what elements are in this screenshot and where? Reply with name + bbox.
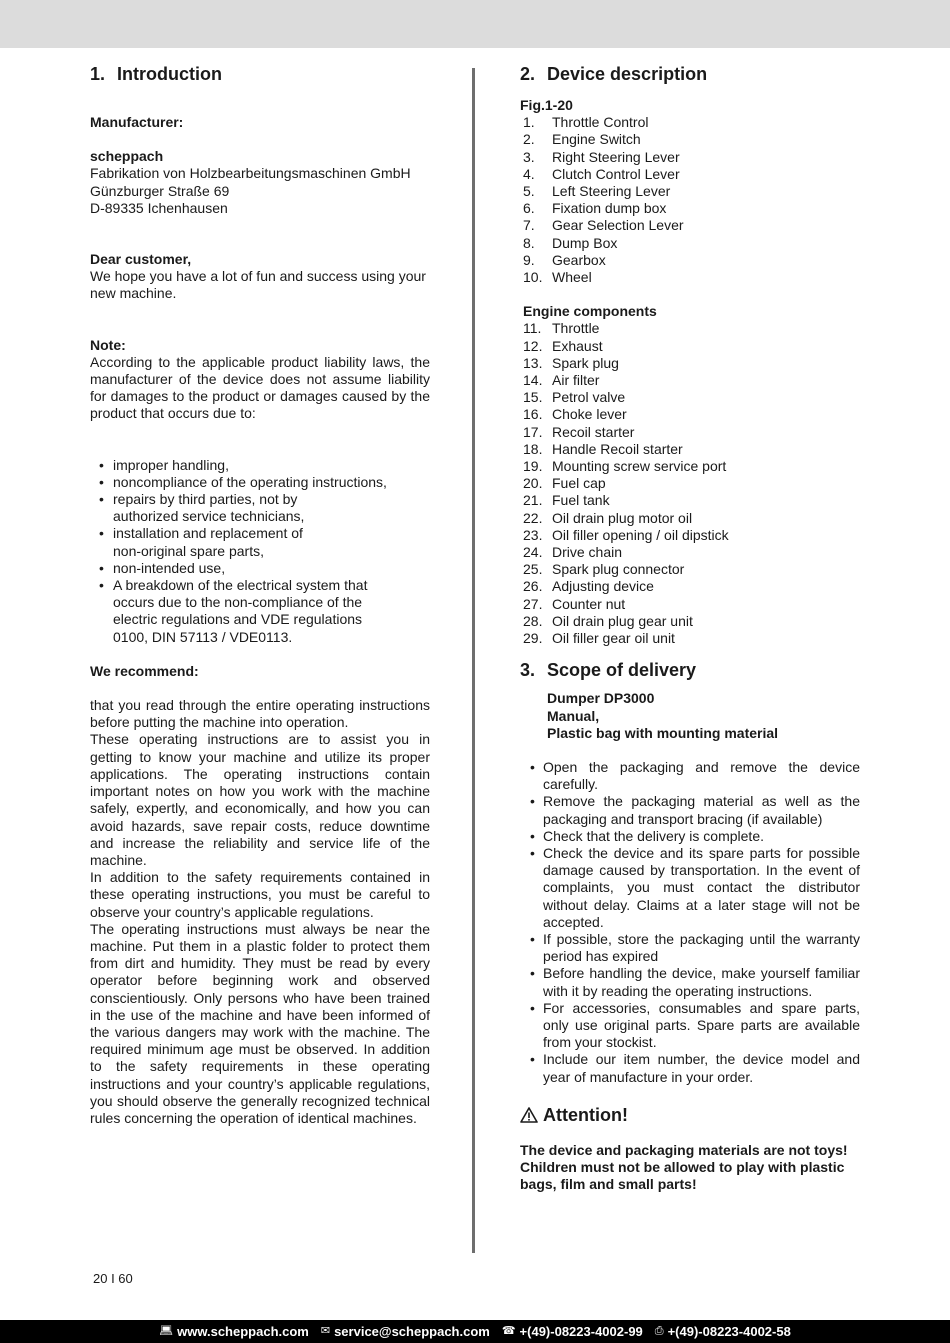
- item-label: Dump Box: [552, 234, 618, 251]
- item-label: Engine Switch: [552, 131, 641, 148]
- attention-heading: Attention!: [520, 1104, 860, 1126]
- list-item: • If possible, store the packaging until the warranty period has expired: [520, 931, 860, 965]
- footer-bar: [0, 1320, 950, 1343]
- computer-icon: 💻︎: [159, 1324, 174, 1337]
- figure-label: Fig.1-20: [520, 97, 573, 113]
- footer-fax: ⎙ +(49)-08223-4002-58: [654, 1323, 791, 1339]
- item-label: Left Steering Lever: [552, 183, 671, 200]
- item-label: Throttle Control: [552, 114, 649, 131]
- item-number: 21.: [523, 492, 543, 509]
- list-item: • Include our item number, the device model and year of manufacture in your order.: [520, 1051, 860, 1085]
- list-item: • noncompliance of the operating instructions,: [90, 474, 390, 491]
- item-number: 27.: [523, 595, 543, 612]
- list-item: • For accessories, consumables and spare parts, only use original parts. Spare parts are available from your stockist.: [520, 1000, 860, 1052]
- item-number: 28.: [523, 612, 543, 629]
- item-label: Right Steering Lever: [552, 148, 680, 165]
- right-column: [520, 63, 860, 1193]
- list-item: [520, 166, 860, 183]
- delivery-item: Manual,: [547, 707, 600, 724]
- footer-phone: ☎ +(49)-08223-4002-99: [501, 1323, 643, 1339]
- item-number: 3.: [523, 148, 535, 165]
- item-label: Handle Recoil starter: [552, 440, 683, 457]
- list-item: [520, 561, 860, 578]
- address-line: Fabrikation von Holzbearbeitungsmaschinen GmbH: [90, 165, 411, 182]
- list-item: [520, 544, 860, 561]
- mail-icon: ✉: [320, 1324, 331, 1337]
- list-item: [520, 252, 860, 269]
- attention-text: The device and packaging materials are not toys! Children must not be allowed to play with plastic bags, film and small parts!: [520, 1141, 848, 1193]
- column-divider: [472, 68, 475, 1253]
- item-number: 16.: [523, 406, 543, 423]
- item-number: 24.: [523, 544, 543, 561]
- item-number: 29.: [523, 630, 543, 647]
- warning-icon: [520, 1107, 538, 1123]
- list-item: [520, 183, 860, 200]
- item-number: 2.: [523, 131, 535, 148]
- item-number: 26.: [523, 578, 543, 595]
- delivery-item: Plastic bag with mounting material: [547, 724, 779, 741]
- list-item: • Open the packaging and remove the device carefully.: [520, 759, 860, 793]
- list-item: [520, 441, 860, 458]
- list-item: [520, 596, 860, 613]
- recommend-paragraph: The operating instructions must always be near the machine. Put them in a plastic folder to protect them from dirt and humidity. They must be read by every operator before beginning work and observed conscientiously. Only persons who have been trained in the use of the machine and have been informed of the various dangers may work with the machine. The required minimum age must be observed. In addition to the safety requirements in these operating instructions and your country’s applicable regulations, you should observe the generally recognized technical rules concerning the operation of identical machines.: [90, 920, 430, 1126]
- list-item: • installation and replacement of non-original spare parts,: [90, 525, 333, 559]
- item-number: 19.: [523, 458, 543, 475]
- item-number: 1.: [523, 114, 535, 131]
- recommend-label: We recommend:: [90, 662, 199, 679]
- list-item: • Check the device and its spare parts for possible damage caused by transportation. In the event of complaints, you must contact the distributor without delay. Claims at a later stage will not be accepted.: [520, 845, 860, 931]
- list-item: [520, 630, 860, 647]
- item-number: 20.: [523, 475, 543, 492]
- list-item: • non-intended use,: [90, 560, 390, 577]
- list-item: [520, 492, 860, 509]
- recommend-paragraph: that you read through the entire operating instructions before putting the machine into operation.: [90, 697, 430, 731]
- item-number: 5.: [523, 183, 535, 200]
- item-number: 4.: [523, 165, 535, 182]
- liability-list: [90, 457, 390, 646]
- item-label: Mounting screw service port: [552, 458, 727, 475]
- item-number: 15.: [523, 389, 543, 406]
- item-label: Air filter: [552, 372, 600, 389]
- item-label: Wheel: [552, 269, 592, 286]
- list-item: [520, 475, 860, 492]
- list-item: [520, 458, 860, 475]
- list-item: [520, 149, 860, 166]
- fax-icon: ⎙: [654, 1324, 664, 1337]
- item-number: 8.: [523, 234, 535, 251]
- list-item: [520, 269, 860, 286]
- note-label: Note:: [90, 336, 126, 353]
- page-number: 20 I 60: [93, 1271, 133, 1286]
- item-label: Spark plug connector: [552, 561, 685, 578]
- footer-email[interactable]: ✉ service@scheppach.com: [320, 1323, 490, 1339]
- item-label: Oil drain plug gear unit: [552, 612, 693, 629]
- item-label: Oil drain plug motor oil: [552, 509, 693, 526]
- list-item: • Before handling the device, make yourself familiar with it by reading the operating instructions.: [520, 965, 860, 999]
- item-number: 14.: [523, 372, 543, 389]
- item-label: Throttle: [552, 320, 600, 337]
- item-label: Choke lever: [552, 406, 627, 423]
- item-number: 22.: [523, 509, 543, 526]
- item-label: Counter nut: [552, 595, 626, 612]
- list-item: [520, 389, 860, 406]
- section-heading-device-description: 2. Device description: [520, 64, 708, 84]
- item-number: 6.: [523, 200, 535, 217]
- list-item: [520, 510, 860, 527]
- left-column: [90, 63, 430, 1127]
- delivery-items: [520, 690, 860, 742]
- item-label: Fuel cap: [552, 475, 606, 492]
- parts-list: [520, 114, 860, 286]
- list-item: [520, 131, 860, 148]
- item-label: Drive chain: [552, 544, 623, 561]
- greeting: Dear customer,: [90, 251, 192, 268]
- header-band: [0, 0, 950, 48]
- greeting-text: We hope you have a lot of fun and success using your new machine.: [90, 268, 426, 302]
- delivery-item: Dumper DP3000: [547, 690, 655, 707]
- item-label: Gear Selection Lever: [552, 217, 684, 234]
- address-line: D-89335 Ichenhausen: [90, 199, 228, 216]
- item-label: Clutch Control Lever: [552, 165, 680, 182]
- section-heading-introduction: 1. Introduction: [90, 64, 222, 84]
- list-item: • repairs by third parties, not by authorized service technicians,: [90, 491, 333, 525]
- item-label: Fixation dump box: [552, 200, 667, 217]
- item-number: 17.: [523, 423, 543, 440]
- note-text: According to the applicable product liability laws, the manufacturer of the device does not assume liability for damages to the product or damages caused by the product that occurs due to:: [90, 353, 430, 422]
- item-number: 9.: [523, 251, 535, 268]
- list-item: [520, 613, 860, 630]
- item-label: Fuel tank: [552, 492, 610, 509]
- item-label: Adjusting device: [552, 578, 654, 595]
- list-item: [520, 114, 860, 131]
- list-item: [520, 235, 860, 252]
- item-label: Exhaust: [552, 337, 603, 354]
- list-item: [520, 372, 860, 389]
- item-number: 11.: [523, 320, 542, 337]
- list-item: [520, 320, 860, 337]
- list-item: [520, 355, 860, 372]
- item-number: 23.: [523, 526, 543, 543]
- item-number: 25.: [523, 561, 543, 578]
- section-heading-scope-of-delivery: 3. Scope of delivery: [520, 660, 697, 681]
- engine-components-label: Engine components: [523, 303, 657, 320]
- item-number: 7.: [523, 217, 535, 234]
- list-item: [520, 217, 860, 234]
- list-item: • improper handling,: [90, 457, 390, 474]
- item-label: Recoil starter: [552, 423, 635, 440]
- item-number: 12.: [523, 337, 543, 354]
- manufacturer-label: Manufacturer:: [90, 114, 184, 130]
- list-item: [520, 527, 860, 544]
- recommend-paragraph: In addition to the safety requirements contained in these operating instructions, you must be careful to observe your country’s applicable regulations.: [90, 869, 430, 920]
- item-number: 18.: [523, 440, 543, 457]
- engine-parts-list: [520, 320, 860, 647]
- address-line: Günzburger Straße 69: [90, 182, 230, 199]
- list-item: [520, 200, 860, 217]
- recommend-paragraph: These operating instructions are to assist you in getting to know your machine and utilize its proper applications. The operating instructions contain important notes on how you work with the machine safely, expertly, and economically, and how you can avoid hazards, save repair costs, reduce downtime and increase the reliability and service life of the machine.: [90, 731, 430, 868]
- list-item: [520, 578, 860, 595]
- item-number: 10.: [523, 269, 543, 286]
- brand-name: scheppach: [90, 148, 164, 165]
- list-item: • A breakdown of the electrical system that occurs due to the non-compliance of the electric regulations and VDE regulations 0100, DIN 57113 / VDE0113.: [90, 577, 383, 646]
- item-number: 13.: [523, 354, 543, 371]
- list-item: • Remove the packaging material as well as the packaging and transport bracing (if available): [520, 793, 860, 827]
- list-item: [520, 406, 860, 423]
- list-item: • Check that the delivery is complete.: [520, 828, 860, 845]
- item-label: Gearbox: [552, 251, 606, 268]
- delivery-instructions: [520, 759, 860, 1086]
- list-item: [520, 338, 860, 355]
- list-item: [520, 424, 860, 441]
- item-label: Petrol valve: [552, 389, 626, 406]
- item-label: Oil filler opening / oil dipstick: [552, 526, 729, 543]
- footer-website[interactable]: 💻︎ www.scheppach.com: [159, 1323, 309, 1339]
- phone-icon: ☎: [501, 1324, 516, 1337]
- item-label: Oil filler gear oil unit: [552, 630, 675, 647]
- item-label: Spark plug: [552, 354, 619, 371]
